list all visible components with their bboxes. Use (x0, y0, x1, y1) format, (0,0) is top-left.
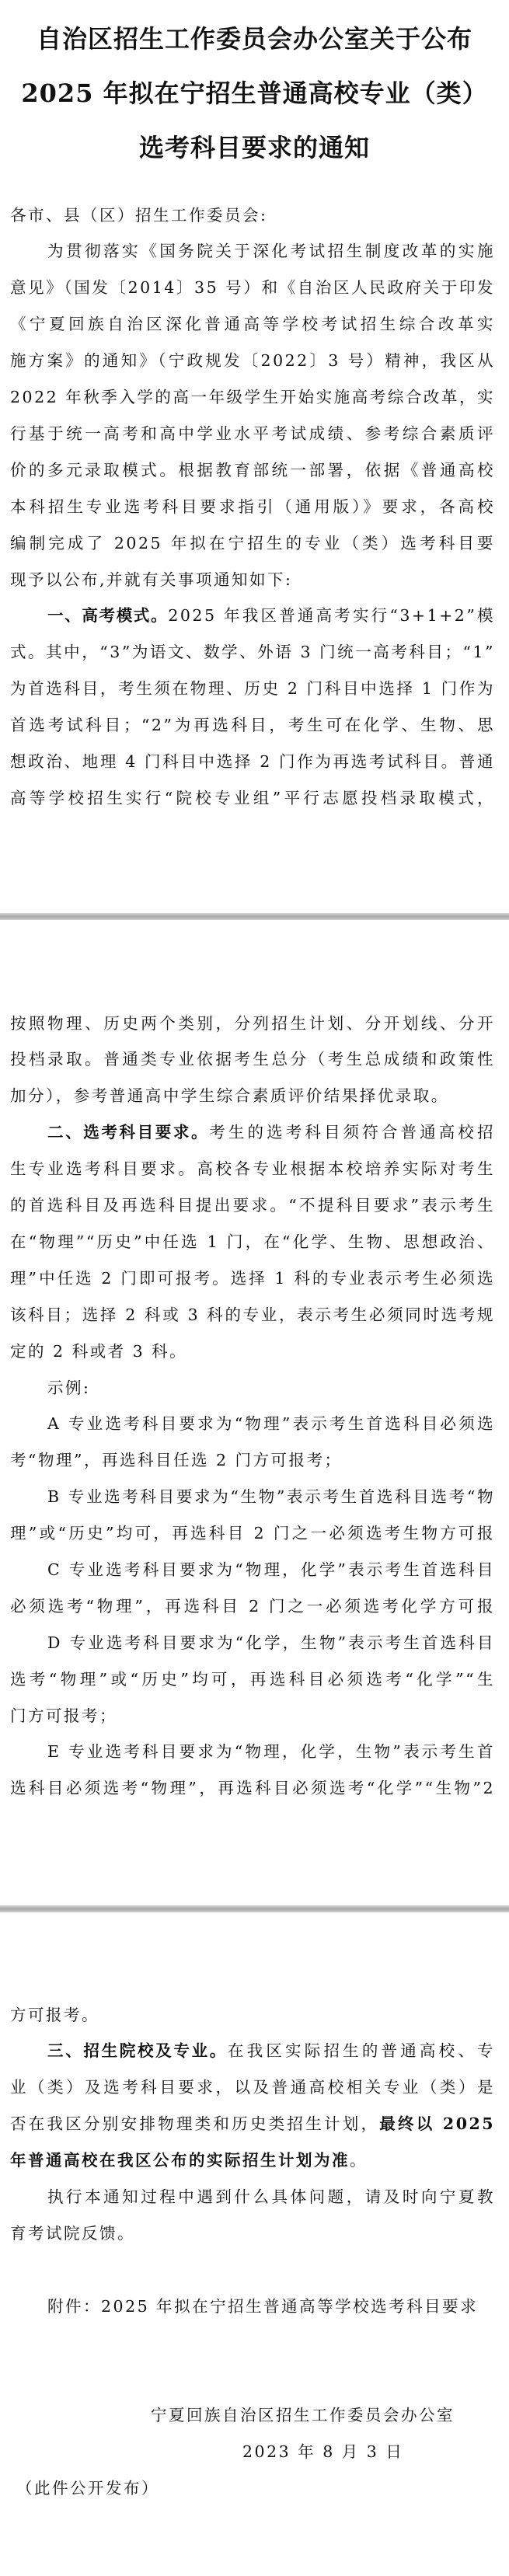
intro-line: 施方案》的通知》（宁政规发〔2022〕3 号）精神，我区从 (10, 351, 495, 371)
signature: 宁夏回族自治区招生工作委员会办公室 (151, 2406, 455, 2425)
intro-line: 2022 年秋季入学的高一年级学生开始实施高考综合改革，实 (10, 388, 495, 407)
section-2-first-line (10, 1114, 495, 1151)
page-2-body (10, 1006, 495, 1807)
section-3-emphasis: 年普通高校在我区公布的实际招生计划为准 (10, 2151, 350, 2170)
section-3-text: 。 (350, 2151, 368, 2170)
section-1-line: 首选考试科目；“2”为再选科目，考生可在化学、生物、思 (10, 716, 495, 735)
page-separator (0, 913, 509, 920)
section-3-line: 业（类）及选考科目要求，以及普通高校相关专业（类）是 (10, 2078, 495, 2097)
page-3-body (10, 1997, 495, 2507)
section-1-line: 式。其中，“3”为语文、数学、外语 3 门统一高考科目；“1” (10, 643, 495, 662)
section-1-line: 投档录取。普通类专业依据考生总分（考生总成绩和政策性 (10, 1050, 495, 1069)
intro-line: 意见》（国发〔2014〕35 号）和《自治区人民政府关于印发 (10, 278, 495, 298)
feedback-line: 执行本通知过程中遇到什么具体问题，请及时向宁夏教 (47, 2187, 495, 2207)
section-3-emphasis: 最终以 2025 (379, 2114, 495, 2134)
publication-note: （此件公开发布） (16, 2479, 159, 2498)
blank-line (10, 2252, 495, 2288)
example-a-line: A 专业选考科目要求为“物理”表示考生首选科目必须选 (47, 1414, 495, 1434)
page-separator (0, 1905, 509, 1912)
section-1-text: 2025 年我区普通高考实行“3+1+2”模 (168, 606, 495, 626)
example-e-line: 方可报考。 (10, 2005, 99, 2024)
salutation: 各市、县（区）招生工作委员会: (10, 205, 268, 225)
title-line: 选考科目要求的通知 (138, 133, 370, 162)
example-a-line: 考“物理”，再选科目任选 2 门方可报考； (10, 1451, 343, 1470)
section-1-line: 为首选科目，考生须在物理、历史 2 门科目中选择 1 门作为 (10, 679, 495, 699)
feedback-line: 育考试院反馈。 (10, 2223, 135, 2243)
example-d-line: 门方可报考； (10, 1706, 117, 1725)
blank-line (10, 2325, 495, 2362)
section-3-line (10, 2142, 495, 2179)
title-line: 2025 年拟在宁招生普通高校专业（类） (21, 78, 488, 108)
section-1-line: 高等学校招生实行“院校专业组”平行志愿投档录取模式， (10, 788, 495, 807)
document-title (0, 12, 509, 175)
intro-line: 价的多元录取模式。根据教育部统一部署，依据《普通高校 (10, 460, 495, 479)
section-1-first-line (10, 598, 495, 634)
section-1-heading: 一、高考模式。 (47, 606, 169, 626)
section-2-line: 的首选科目及再选科目提出要求。“不提科目要求”表示考生 (10, 1196, 495, 1215)
example-e-line: E 专业选考科目要求为“物理，化学，生物”表示考生首 (47, 1742, 495, 1762)
example-d-line: 选考“物理”或“历史”均可，再选科目必须选考“化学”“生 (10, 1669, 495, 1689)
example-c-line: C 专业选考科目要求为“物理，化学”表示考生首选科目 (47, 1560, 495, 1579)
section-2-line: 理”中任选 2 门即可报考。选择 1 科的专业表示考生必须选 (10, 1268, 495, 1288)
example-d-line: D 专业选考科目要求为“化学，生物”表示考生首选科目 (47, 1633, 495, 1652)
example-b-line: 理”或“历史”均可，再选科目 2 门之一必须选考生物方可报 (10, 1524, 495, 1543)
section-2-text: 考生的选考科目须符合普通高校招 (209, 1123, 495, 1142)
section-3-heading: 三、招生院校及专业。 (47, 2041, 228, 2061)
section-1-line: 按照物理、历史两个类别，分列招生计划、分开划线、分开 (10, 1013, 495, 1033)
example-b-line: B 专业选考科目要求为“生物”表示考生首选科目选考“物 (47, 1487, 495, 1507)
attachment-line[interactable]: 附件：2025 年拟在宁招生普通高等学校选考科目要求 (47, 2296, 479, 2316)
intro-line: 为贯彻落实《国务院关于深化考试招生制度改革的实施 (47, 242, 495, 261)
intro-line: 《宁夏回族自治区深化普通高等学校考试招生综合改革实 (10, 315, 495, 334)
section-1-line: 想政治、地理 4 门科目中选择 2 门作为再选考试科目。普通 (10, 751, 495, 771)
intro-line: 编制完成了 2025 年拟在宁招生的专业（类）选考科目要 (10, 533, 495, 552)
section-2-line: 定的 2 科或者 3 科。 (10, 1341, 188, 1361)
issue-date: 2023 年 8 月 3 日 (242, 2442, 404, 2462)
blank-line (10, 2362, 495, 2398)
example-c-line: 必须选考“物理”，再选科目 2 门之一必须选考化学方可报 (10, 1596, 495, 1616)
section-3-text: 在我区实际招生的普通高校、专 (227, 2041, 495, 2061)
intro-line: 现予以公布,并就有关事项通知如下: (10, 570, 293, 589)
intro-line: 本科招生专业选考科目要求指引（通用版）》要求，各高校 (10, 497, 495, 516)
title-line: 自治区招生工作委员会办公室关于公布 (36, 24, 472, 54)
section-1-line: 加分），参考普通高中学生综合素质评价结果择优录取。 (10, 1086, 449, 1106)
example-e-line: 选科目必须选考“物理”，再选科目必须选考“化学”“生物”2 (10, 1779, 495, 1798)
section-2-line: 该科目；选择 2 科或 3 科的专业，表示考生必须同时选考规 (10, 1305, 495, 1324)
section-3-text: 否在我区分别安排物理类和历史类招生计划， (10, 2114, 380, 2134)
section-2-line: 在“物理”“历史”中任选 1 门，在“化学、生物、思想政治、 (10, 1232, 495, 1251)
section-3-first-line (10, 2033, 495, 2069)
page-1-body (10, 197, 495, 817)
section-2-heading: 二、选考科目要求。 (47, 1123, 210, 1142)
examples-label: 示例: (47, 1378, 91, 1397)
intro-line: 行基于统一高考和高中学业水平考试成绩、参考综合素质评 (10, 424, 495, 443)
section-2-line: 生专业选考科目要求。高校各专业根据本校培养实际对考生 (10, 1159, 495, 1179)
section-3-line (10, 2106, 495, 2142)
